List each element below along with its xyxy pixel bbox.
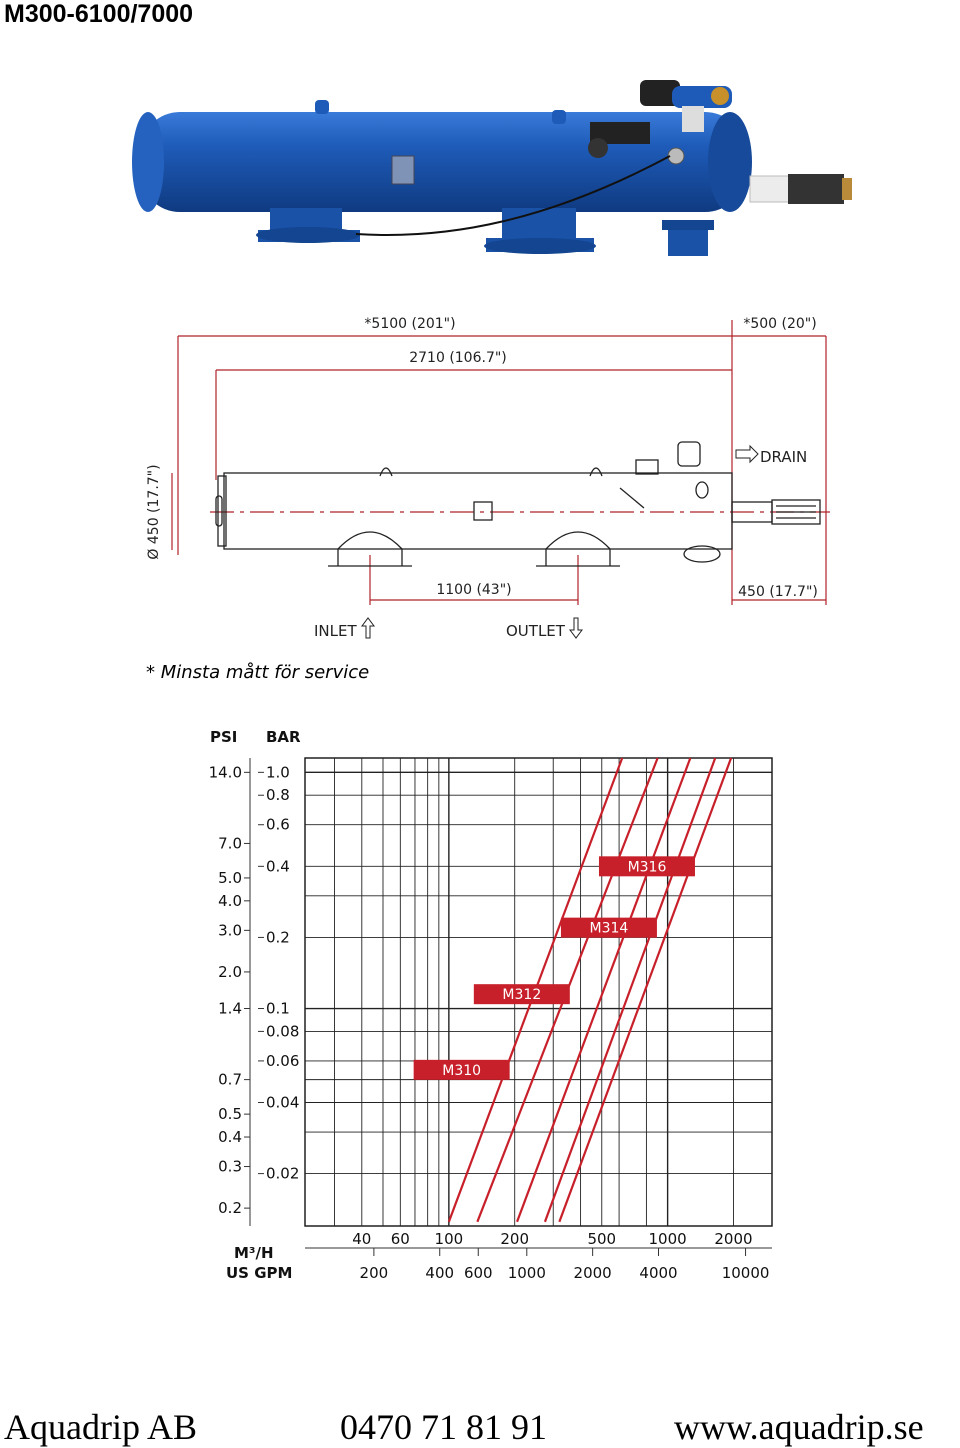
dim-inlet-outlet: 1100 (43") — [436, 582, 512, 598]
filter-housing-illustration — [120, 70, 860, 270]
psi-tick-label: 3.0 — [218, 921, 242, 940]
bar-tick-label: 0.1 — [266, 999, 290, 1018]
dim-service: *500 (20") — [743, 316, 817, 332]
series-tag-m316 — [599, 856, 695, 876]
psi-axis-label: PSI — [210, 728, 238, 746]
outlet-arrow-icon — [570, 618, 582, 638]
gpm-tick-label: 1000 — [507, 1264, 546, 1282]
gpm-tick-label: 4000 — [639, 1264, 678, 1282]
psi-tick-label: 0.7 — [218, 1070, 242, 1089]
drain-label: DRAIN — [760, 448, 808, 466]
m3h-tick-label: 100 — [434, 1230, 464, 1248]
psi-tick-label: 0.4 — [218, 1128, 242, 1147]
series-tag-label: M316 — [627, 859, 667, 876]
m3h-tick-label: 500 — [587, 1230, 617, 1248]
psi-tick-label: 14.0 — [208, 763, 242, 782]
inlet-label: INLET — [314, 622, 357, 640]
gpm-tick-label: 400 — [425, 1264, 455, 1282]
bar-tick-label: 0.6 — [266, 815, 290, 834]
gpm-axis-label: US GPM — [226, 1264, 293, 1282]
m3h-tick-label: 1000 — [648, 1230, 687, 1248]
gpm-tick-label: 600 — [463, 1264, 493, 1282]
psi-tick-label: 0.3 — [218, 1157, 242, 1176]
m3h-tick-label: 200 — [500, 1230, 530, 1248]
bar-tick-label: 0.4 — [266, 857, 290, 876]
series-tag-label: M314 — [589, 920, 629, 937]
psi-tick-label: 1.4 — [218, 999, 242, 1018]
psi-tick-label: 7.0 — [218, 834, 242, 853]
bar-tick-label: 1.0 — [266, 763, 290, 782]
page-title: M300-6100/7000 — [4, 0, 194, 28]
outlet-label: OUTLET — [506, 622, 565, 640]
psi-tick-label: 5.0 — [218, 868, 242, 887]
footer — [0, 1406, 960, 1446]
bar-tick-label: 0.08 — [266, 1022, 300, 1041]
dim-body: 2710 (106.7") — [409, 350, 507, 366]
m3h-axis-label: M³/H — [234, 1244, 274, 1262]
m3h-tick-label: 60 — [390, 1230, 410, 1248]
footer-company: Aquadrip AB — [4, 1407, 197, 1447]
gpm-tick-label: 2000 — [573, 1264, 612, 1282]
dim-total: *5100 (201") — [364, 316, 456, 332]
series-tag-m314 — [561, 918, 657, 938]
dimension-drawing — [140, 300, 840, 650]
inlet-arrow-icon — [362, 618, 374, 638]
bar-tick-label: 0.2 — [266, 928, 290, 947]
series-line-m316 — [559, 758, 731, 1222]
series-tag-label: M312 — [502, 987, 542, 1004]
series-tag-m310 — [414, 1060, 510, 1080]
drain-arrow-icon — [736, 446, 758, 462]
bar-tick-label: 0.04 — [266, 1093, 300, 1112]
footer-phone: 0470 71 81 91 — [340, 1407, 547, 1447]
psi-tick-label: 0.5 — [218, 1105, 242, 1124]
series-tag-label: M310 — [442, 1062, 482, 1079]
dim-diameter: Ø 450 (17.7") — [146, 464, 162, 560]
psi-tick-label: 0.2 — [218, 1199, 242, 1218]
bar-axis-label: BAR — [266, 728, 301, 746]
gpm-tick-label: 200 — [359, 1264, 389, 1282]
dim-end: 450 (17.7") — [738, 584, 818, 600]
bar-tick-label: 0.06 — [266, 1051, 300, 1070]
m3h-tick-label: 2000 — [714, 1230, 753, 1248]
bar-tick-label: 0.8 — [266, 786, 290, 805]
m3h-tick-label: 40 — [352, 1230, 372, 1248]
service-note: * Minsta mått för service — [146, 662, 370, 683]
psi-tick-label: 2.0 — [218, 962, 242, 981]
series-tag-m312 — [474, 984, 570, 1004]
psi-tick-label: 4.0 — [218, 891, 242, 910]
gpm-tick-label: 10000 — [721, 1264, 770, 1282]
bar-tick-label: 0.02 — [266, 1164, 300, 1183]
pressure-drop-chart — [200, 720, 790, 1290]
footer-web[interactable]: www.aquadrip.se — [674, 1407, 924, 1447]
